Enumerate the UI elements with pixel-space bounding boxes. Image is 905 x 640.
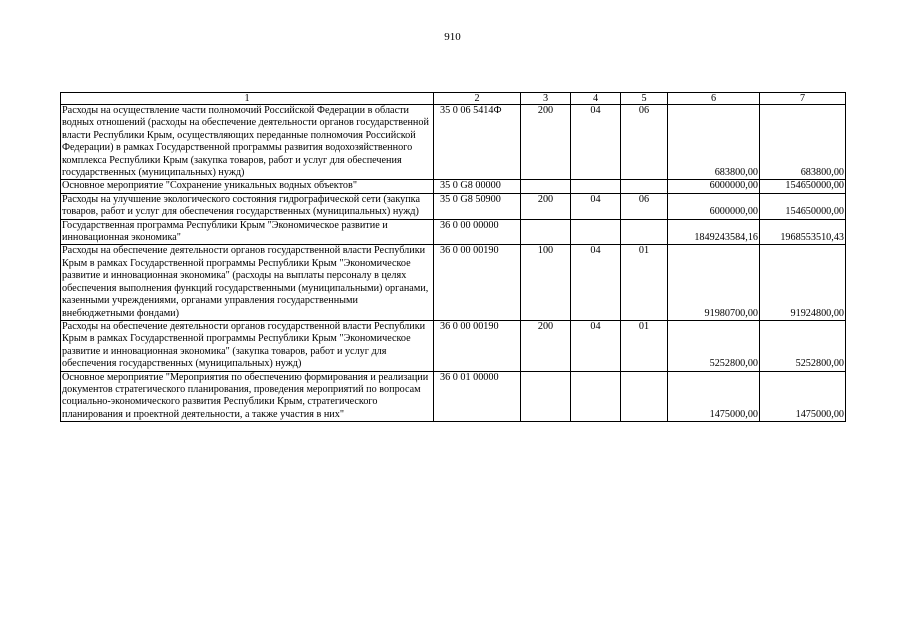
row-amount-year1: 683800,00 [668, 105, 760, 180]
row-description: Основное мероприятие "Сохранение уникальных водных объектов" [61, 180, 434, 193]
table-row [61, 219, 846, 245]
row-section [571, 219, 621, 245]
row-amount-year2: 1475000,00 [760, 371, 846, 422]
header-cell: 1 [61, 93, 434, 105]
table-header-row [61, 93, 846, 105]
row-subsection: 01 [621, 245, 668, 320]
row-expense-type: 200 [521, 320, 571, 371]
row-expense-type: 200 [521, 193, 571, 219]
row-amount-year1: 1475000,00 [668, 371, 760, 422]
row-section: 04 [571, 193, 621, 219]
row-section: 04 [571, 320, 621, 371]
row-target-code: 35 0 06 5414Ф [434, 105, 521, 180]
row-description: Расходы на обеспечение деятельности органов государственной власти Республики Крым в рамках Государственной программы Республики Крым "Экономическое развитие и инновационная экономика" (закупка товаров, работ и услуг для обеспечения государственных (муниципальных) нужд) [61, 320, 434, 371]
row-amount-year2: 1968553510,43 [760, 219, 846, 245]
row-description: Расходы на улучшение экологического состояния гидрографической сети (закупка товаров, работ и услуг для обеспечения государственных (муниципальных) нужд) [61, 193, 434, 219]
row-amount-year2: 91924800,00 [760, 245, 846, 320]
row-amount-year1: 6000000,00 [668, 193, 760, 219]
row-description: Основное мероприятие "Мероприятия по обеспечению формирования и реализации документов стратегического планирования, проведения мероприятий по вопросам социально-экономического развития Республики Крым, стратегического планирования и проектной деятельности, а также участия в них" [61, 371, 434, 422]
row-target-code: 36 0 00 00190 [434, 245, 521, 320]
row-target-code: 35 0 G8 50900 [434, 193, 521, 219]
row-amount-year2: 154650000,00 [760, 193, 846, 219]
table-row [61, 180, 846, 193]
row-target-code: 36 0 00 00000 [434, 219, 521, 245]
row-subsection [621, 219, 668, 245]
row-expense-type [521, 371, 571, 422]
row-amount-year2: 5252800,00 [760, 320, 846, 371]
row-target-code: 36 0 00 00190 [434, 320, 521, 371]
row-expense-type [521, 219, 571, 245]
header-cell: 4 [571, 93, 621, 105]
row-amount-year1: 91980700,00 [668, 245, 760, 320]
row-subsection [621, 180, 668, 193]
row-section [571, 180, 621, 193]
row-description: Государственная программа Республики Крым "Экономическое развитие и инновационная экономика" [61, 219, 434, 245]
row-amount-year1: 5252800,00 [668, 320, 760, 371]
row-expense-type: 100 [521, 245, 571, 320]
page-number: 910 [444, 31, 461, 43]
row-amount-year2: 683800,00 [760, 105, 846, 180]
table-row [61, 371, 846, 422]
row-description: Расходы на обеспечение деятельности органов государственной власти Республики Крым в рамках Государственной программы Республики Крым "Экономическое развитие и инновационная экономика" (расходы на выплаты персоналу в целях обеспечения выполнения функций государственными (муниципальными) органами, казенными учреждениями, органами управления государственными внебюджетными фондами) [61, 245, 434, 320]
row-subsection: 06 [621, 105, 668, 180]
header-cell: 2 [434, 93, 521, 105]
row-expense-type [521, 180, 571, 193]
row-target-code: 35 0 G8 00000 [434, 180, 521, 193]
table-row [61, 245, 846, 320]
header-cell: 3 [521, 93, 571, 105]
row-expense-type: 200 [521, 105, 571, 180]
row-subsection [621, 371, 668, 422]
header-cell: 6 [668, 93, 760, 105]
row-amount-year1: 1849243584,16 [668, 219, 760, 245]
row-amount-year2: 154650000,00 [760, 180, 846, 193]
header-cell: 5 [621, 93, 668, 105]
table-row [61, 105, 846, 180]
header-cell: 7 [760, 93, 846, 105]
table-row [61, 320, 846, 371]
row-subsection: 06 [621, 193, 668, 219]
row-section [571, 371, 621, 422]
budget-table [60, 92, 846, 422]
row-section: 04 [571, 245, 621, 320]
row-description: Расходы на осуществление части полномочий Российской Федерации в области водных отношений (расходы на обеспечение деятельности органов государственной власти Республики Крым, осуществляющих переданные полномочия Российской Федерации) в рамках Государственной программы развития водохозяйственного комплекса Республики Крым (закупка товаров, работ и услуг для обеспечения государственных (муниципальных) нужд) [61, 105, 434, 180]
row-section: 04 [571, 105, 621, 180]
row-target-code: 36 0 01 00000 [434, 371, 521, 422]
row-amount-year1: 6000000,00 [668, 180, 760, 193]
table-row [61, 193, 846, 219]
row-subsection: 01 [621, 320, 668, 371]
